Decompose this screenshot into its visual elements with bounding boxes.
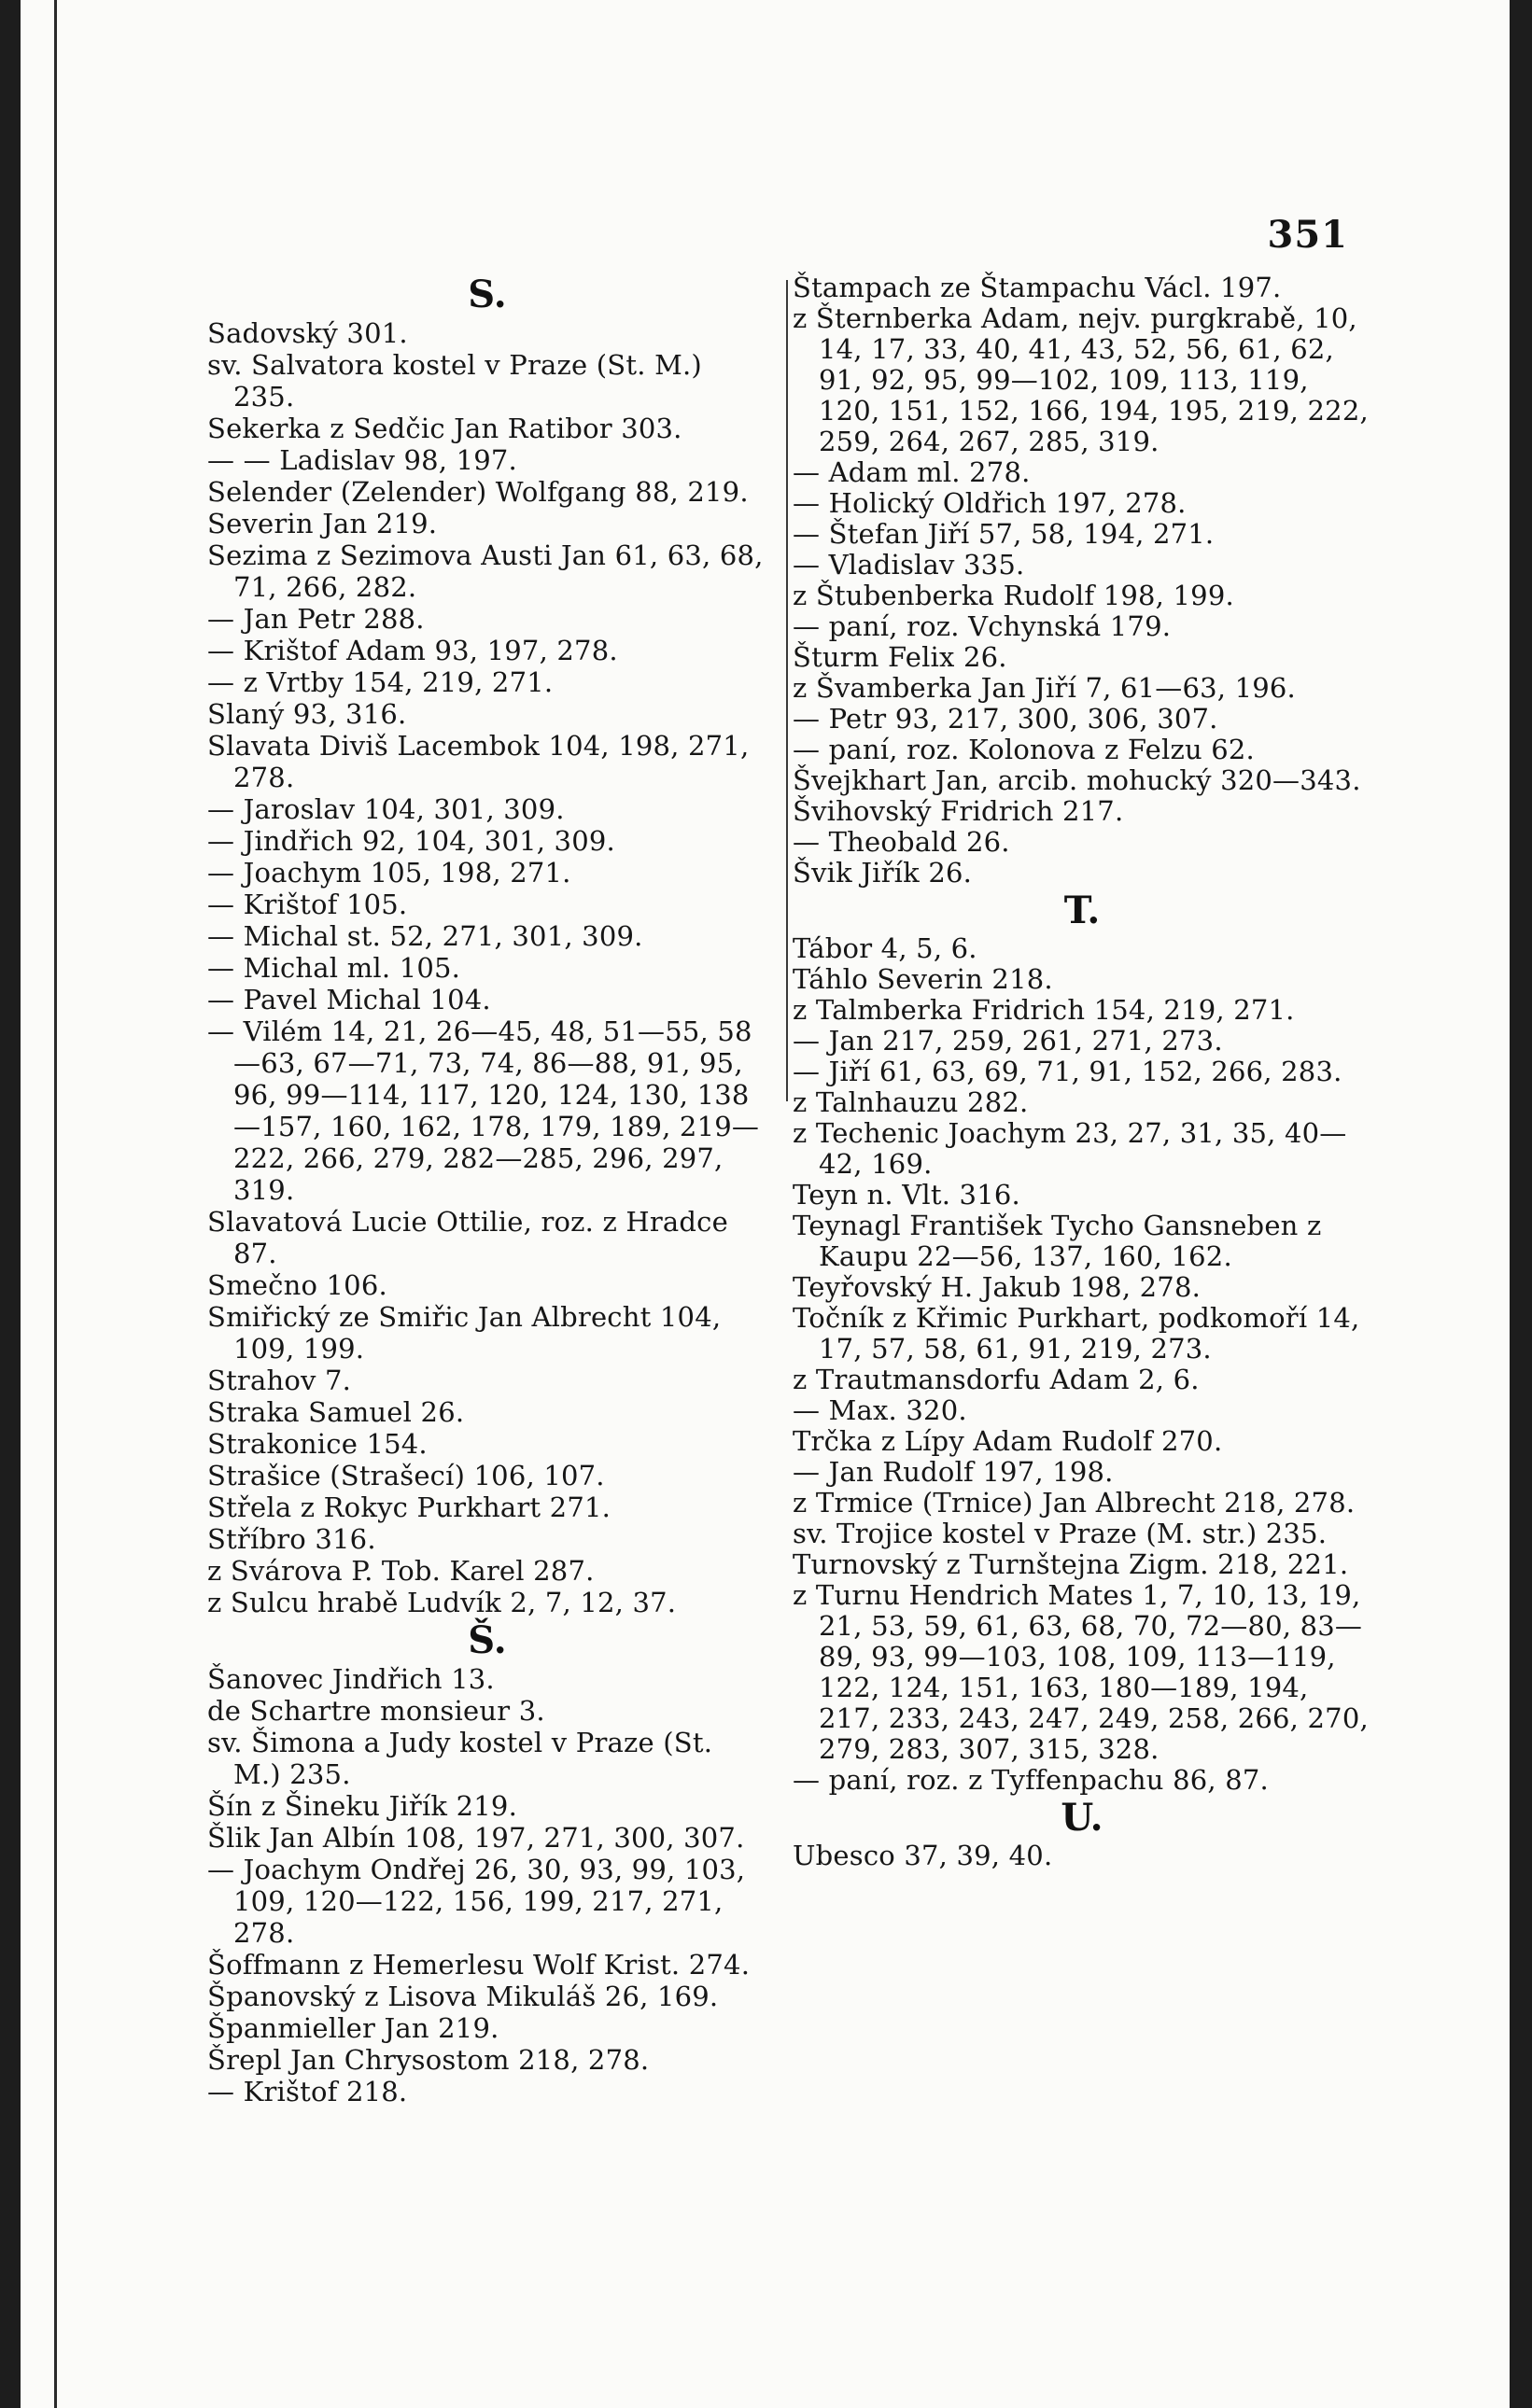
index-entry: — Vladislav 335. (793, 549, 1025, 581)
index-entry: Švihovský Fridrich 217. (793, 795, 1124, 827)
index-entry: Sekerka z Sedčic Jan Ratibor 303. (207, 413, 682, 444)
index-entry: Štampach ze Štampachu Václ. 197. (793, 272, 1282, 303)
section-heading: Š. (468, 1618, 507, 1662)
page-edge-line (54, 0, 57, 2408)
index-entry: z Svárova P. Tob. Karel 287. (207, 1555, 595, 1587)
index-entry: Šoffmann z Hemerlesu Wolf Krist. 274. (207, 1949, 751, 1981)
index-entry: Táhlo Severin 218. (793, 963, 1053, 995)
index-entry: Strakonice 154. (207, 1428, 428, 1460)
index-entry: — Max. 320. (793, 1394, 967, 1426)
index-entry: Turnovský z Turnštejna Zigm. 218, 221. (793, 1548, 1349, 1580)
index-entry: — Štefan Jiří 57, 58, 194, 271. (793, 518, 1215, 550)
index-entry: Slavatová Lucie Ottilie, roz. z Hradce 87. (207, 1206, 728, 1269)
index-entry: Točník z Křimic Purkhart, podkomoří 14, 17, 57, 58, 61, 91, 219, 273. (793, 1302, 1360, 1365)
index-entry: — Krištof Adam 93, 197, 278. (207, 635, 618, 666)
index-entry: — Joachym Ondřej 26, 30, 93, 99, 103, 109, 120—122, 156, 199, 217, 271, 278. (207, 1854, 746, 1949)
index-entry: z Talnhauzu 282. (793, 1086, 1029, 1118)
index-entry: Strahov 7. (207, 1365, 352, 1396)
index-entry: de Schartre monsieur 3. (207, 1695, 545, 1727)
index-entry: sv. Šimona a Judy kostel v Praze (St. M.) 235. (207, 1727, 713, 1790)
index-entry: — paní, roz. Vchynská 179. (793, 610, 1172, 642)
index-entry: Šín z Šineku Jiřík 219. (207, 1790, 517, 1822)
index-entry: — Adam ml. 278. (793, 456, 1031, 488)
index-entry: — Holický Oldřich 197, 278. (793, 487, 1187, 519)
index-entry: — Jan 217, 259, 261, 271, 273. (793, 1025, 1223, 1057)
index-entry: sv. Salvatora kostel v Praze (St. M.) 235. (207, 349, 702, 413)
index-entry: Sezima z Sezimova Austi Jan 61, 63, 68, 71, 266, 282. (207, 539, 764, 603)
index-entry: Straka Samuel 26. (207, 1396, 465, 1428)
index-entry: Strašice (Strašecí) 106, 107. (207, 1460, 605, 1491)
index-entry: Trčka z Lípy Adam Rudolf 270. (793, 1425, 1223, 1457)
index-entry: — Petr 93, 217, 300, 306, 307. (793, 703, 1218, 735)
index-entry: Šturm Felix 26. (793, 641, 1007, 673)
index-entry: Slavata Diviš Lacembok 104, 198, 271, 278. (207, 730, 750, 793)
column-divider (786, 280, 788, 1101)
index-entry: Sadovský 301. (207, 317, 408, 349)
index-entry: — Jan Rudolf 197, 198. (793, 1456, 1114, 1488)
index-entry: — — Ladislav 98, 197. (207, 444, 517, 476)
index-entry: — paní, roz. Kolonova z Felzu 62. (793, 734, 1255, 765)
index-entry: z Trmice (Trnice) Jan Albrecht 218, 278. (793, 1487, 1356, 1519)
page-number: 351 (1267, 213, 1348, 257)
index-entry: — Michal ml. 105. (207, 952, 461, 984)
index-entry: Stříbro 316. (207, 1523, 376, 1555)
index-entry: Šrepl Jan Chrysostom 218, 278. (207, 2044, 650, 2076)
index-entry: — Vilém 14, 21, 26—45, 48, 51—55, 58—63, 67—71, 73, 74, 86—88, 91, 95, 96, 99—114, 117, 120, 124, 130, 138—157, 160, 162, 178, 179, 189, 219—222, 266, 279, 282—285, 296, 297, 319. (207, 1015, 760, 1206)
index-column-left (207, 273, 767, 2107)
index-entry: Střela z Rokyc Purkhart 271. (207, 1491, 611, 1523)
index-entry: Tábor 4, 5, 6. (793, 932, 977, 964)
index-entry: Ubesco 37, 39, 40. (793, 1840, 1053, 1871)
index-entry: — Jindřich 92, 104, 301, 309. (207, 825, 615, 857)
index-entry: — Jan Petr 288. (207, 603, 425, 635)
index-entry: Šlik Jan Albín 108, 197, 271, 300, 307. (207, 1822, 745, 1854)
index-entry: z Šternberka Adam, nejv. purgkrabě, 10, 14, 17, 33, 40, 41, 43, 52, 56, 61, 62, 91, 92, 95, 99—102, 109, 113, 119, 120, 151, 152, 166, 194, 195, 219, 222, 259, 264, 267, 285, 319. (793, 302, 1369, 457)
index-entry: — Theobald 26. (793, 826, 1010, 858)
index-entry: Selender (Zelender) Wolfgang 88, 219. (207, 476, 749, 508)
index-entry: — Joachym 105, 198, 271. (207, 857, 571, 889)
index-entry: — Pavel Michal 104. (207, 984, 491, 1015)
index-entry: — paní, roz. z Tyffenpachu 86, 87. (793, 1764, 1269, 1796)
index-entry: z Turnu Hendrich Mates 1, 7, 10, 13, 19, 21, 53, 59, 61, 63, 68, 70, 72—80, 83—89, 93, 99—103, 108, 109, 113—119, 122, 124, 151, 163, 180—189, 194, 217, 233, 243, 247, 249, 258, 266, 270, 279, 283, 307, 315, 328. (793, 1579, 1369, 1765)
index-entry: Teyn n. Vlt. 316. (793, 1179, 1020, 1211)
index-entry: z Talmberka Fridrich 154, 219, 271. (793, 994, 1295, 1026)
index-entry: Severin Jan 219. (207, 508, 438, 539)
index-entry: Smiřický ze Smiřic Jan Albrecht 104, 109, 199. (207, 1301, 722, 1365)
book-page (21, 0, 1510, 2408)
index-entry: Španmieller Jan 219. (207, 2012, 499, 2044)
index-entry: — Krištof 218. (207, 2076, 408, 2107)
index-entry: Smečno 106. (207, 1269, 387, 1301)
index-entry: — Krištof 105. (207, 889, 408, 920)
section-heading: S. (468, 273, 507, 316)
index-column-right (793, 273, 1371, 1871)
index-entry: — Michal st. 52, 271, 301, 309. (207, 920, 643, 952)
index-entry: — Jaroslav 104, 301, 309. (207, 793, 565, 825)
index-entry: z Techenic Joachym 23, 27, 31, 35, 40—42, 169. (793, 1117, 1347, 1180)
index-entry: z Švamberka Jan Jiří 7, 61—63, 196. (793, 672, 1296, 704)
index-entry: Slaný 93, 316. (207, 698, 407, 730)
index-entry: Teyřovský H. Jakub 198, 278. (793, 1271, 1202, 1303)
index-entry: — Jiří 61, 63, 69, 71, 91, 152, 266, 283. (793, 1056, 1342, 1087)
index-entry: sv. Trojice kostel v Praze (M. str.) 235. (793, 1518, 1328, 1549)
index-entry: Španovský z Lisova Mikuláš 26, 169. (207, 1981, 719, 2012)
index-entry: Švik Jiřík 26. (793, 857, 973, 889)
index-entry: z Štubenberka Rudolf 198, 199. (793, 580, 1234, 611)
index-entry: — z Vrtby 154, 219, 271. (207, 666, 554, 698)
index-entry: Švejkhart Jan, arcib. mohucký 320—343. (793, 764, 1361, 796)
index-entry: Teynagl František Tycho Gansneben z Kaupu 22—56, 137, 160, 162. (793, 1210, 1322, 1272)
index-entry: Šanovec Jindřich 13. (207, 1663, 495, 1695)
index-entry: z Sulcu hrabě Ludvík 2, 7, 12, 37. (207, 1587, 677, 1618)
section-heading: T. (1063, 889, 1101, 932)
index-entry: z Trautmansdorfu Adam 2, 6. (793, 1364, 1200, 1395)
section-heading: U. (1061, 1796, 1103, 1840)
